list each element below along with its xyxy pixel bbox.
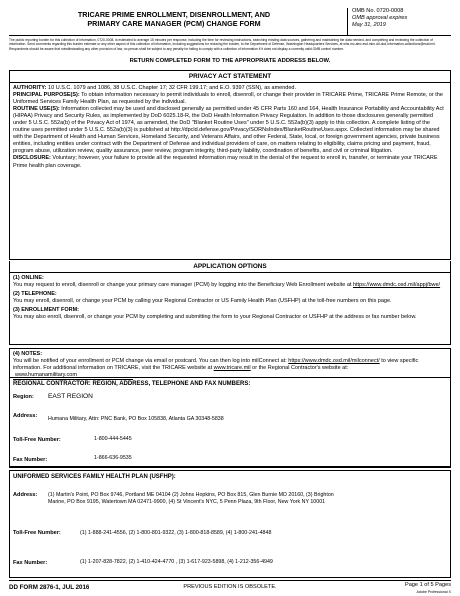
usfhp-title: UNIFORMED SERVICES FAMILY HEALTH PLAN (USFHP): — [13, 474, 176, 480]
options-heading: APPLICATION OPTIONS — [10, 261, 450, 273]
routine-label: ROUTINE USE(S): — [13, 106, 60, 113]
title-line-1: TRICARE PRIME ENROLLMENT, DISENROLLMENT, AND — [77, 10, 271, 19]
rc-tollfree-value[interactable]: 1-800-444-5445 — [94, 436, 132, 442]
enrollment-title: (3) ENROLLMENT FORM: — [13, 307, 79, 313]
form-footer — [9, 580, 451, 596]
options-body — [10, 273, 450, 323]
rc-fax-label: Fax Number: — [13, 457, 48, 463]
bwe-link[interactable]: https://www.dmdc.osd.mil/appj/bwe/ — [352, 282, 441, 288]
page-sub-note: Adobe Professional X — [416, 589, 451, 594]
notes-text-3: or the Regional Contractor's website at: — [252, 365, 349, 371]
rc-tollfree-label: Toll-Free Number: — [13, 437, 61, 443]
privacy-body — [10, 83, 450, 172]
telephone-text: You may enroll, disenroll, or change your PCM by calling your Regional Contractor or US Family Health Plan (USFHP) at the toll-free numbers on this page. — [13, 298, 392, 304]
notes-text-1: You will be notified of your enrollment or PCM change via email or postcard. You can then log into milConnect at: — [13, 358, 287, 364]
rc-address-value[interactable]: Humana Military, Attn: PNC Bank, PO Box 105838, Atlanta GA 30348-5838 — [48, 416, 224, 422]
rc-fax-value[interactable]: 1-866-636-9535 — [94, 455, 132, 461]
authority-text: 10 U.S.C. 1079 and 1086, 38 U.S.C. Chapter 17; 32 CFR 199.17; and E.O. 9397 (SSN), as amended. — [48, 85, 296, 91]
usfhp-fax-label: Fax Number: — [13, 560, 48, 566]
burden-statement: The public reporting burden for this collection of information, 0720-0008, is estimated to average 15 minutes per response, including the time for reviewing instructions, searching existing data sources, gathering and maintaining the data needed, and completing and reviewing the collection of information. Send comments regarding this burden estimate or any other aspect of this collection of information, including suggestions for reducing the burden, to the Department of Defense, Washington Headquarters Services, at whs.mc-alex.esd.mbx.dd-dod-information-collections@mail.mil. Respondents should be aware that notwithstanding any other provision of law, no person shall be subject to any penalty for failing to comply with a collection of information if it does not display a currently valid OMB control number. — [9, 38, 436, 51]
routine-paragraph — [13, 106, 447, 155]
regional-title: REGIONAL CONTRACTOR: REGION, ADDRESS, TELEPHONE AND FAX NUMBERS: — [13, 381, 251, 387]
form-id: DD FORM 2876-1, JUL 2016 — [9, 584, 90, 591]
privacy-heading: PRIVACY ACT STATEMENT — [10, 71, 450, 83]
tricare-link[interactable]: www.tricare.mil — [213, 365, 251, 371]
notes-text-2: to view specific information. For additional information on TRICARE, visit the TRICARE website at — [13, 358, 419, 371]
form-header — [9, 8, 451, 36]
online-title: (1) ONLINE: — [13, 275, 44, 281]
notes-title: (4) NOTES: — [13, 351, 43, 357]
purpose-paragraph — [13, 92, 447, 106]
omb-box — [347, 8, 451, 36]
usfhp-address-line-1: (1) Martin's Point, PO Box 9746, Portland ME 04104 (2) Johns Hopkins, PO Box 815, Glen Burnie MD 20160, (3) Brighton — [48, 492, 334, 498]
application-options-section — [9, 261, 451, 345]
usfhp-address-line-2: Marine, PO Box 9195, Watertown MA 02471-9900, (4) St Vincent's NYC, 5 Penn Plaza, 9th Floor, New York NY 10001 — [48, 499, 326, 505]
disclosure-text: Voluntary; however, your failure to provide all the requested information may result in the denial of the request to enroll in, transfer, or terminate your TRICARE Prime health plan coverage. — [13, 155, 438, 169]
region-value[interactable]: EAST REGION — [48, 393, 93, 400]
authority-label: AUTHORITY: — [13, 85, 47, 91]
notes-block — [13, 351, 447, 380]
rc-address-label: Address: — [13, 413, 38, 419]
page-count: Page 1 of 5 Pages — [404, 582, 451, 588]
form-title — [9, 10, 339, 28]
milconnect-link[interactable]: https://www.dmdc.osd.mil/milconnect/ — [288, 358, 380, 364]
usfhp-fax-value[interactable]: (1) 1-207-828-7822, (2) 1-410-424-4770 , (3) 1-617-923-5898, (4) 1-212-356-4949 — [80, 559, 273, 565]
purpose-label: PRINCIPAL PURPOSE(S): — [13, 92, 80, 99]
purpose-text: To obtain information necessary to permit individuals to enroll, disenroll, or change their provider in TRICARE Prime, TRICARE Prime Remote, or the Uniformed Services Family Health Plan, as requested by the individual. — [13, 92, 443, 106]
previous-edition-note: PREVIOUS EDITION IS OBSOLETE. — [183, 584, 277, 590]
region-label: Region: — [13, 394, 34, 400]
omb-expires: May 31, 2019 — [352, 22, 386, 29]
usfhp-tollfree-value[interactable]: (1) 1-888-241-4556, (2) 1-800-801-9322, (3) 1-800-818-8589, (4) 1-800-241-4848 — [80, 530, 272, 536]
title-line-2: PRIMARY CARE MANAGER (PCM) CHANGE FORM — [87, 19, 261, 28]
authority-paragraph — [13, 85, 447, 92]
usfhp-tollfree-label: Toll-Free Number: — [13, 530, 61, 536]
enrollment-text: You may also enroll, disenroll, or change your PCM by completing and submitting the form to your Regional Contractor or USFHP at the address or fax number below. — [13, 314, 417, 320]
online-text: You may request to enroll, disenroll or change your primary care manager (PCM) by logging into the Beneficiary Web Enrollment website at — [13, 282, 352, 288]
regional-contractor-fields — [9, 377, 451, 467]
routine-text: Information collected may be used and disclosed generally as permitted under 45 CFR Parts 160 and 164, Health Insurance Portability and Accountability Act (HIPAA) Privacy and Security Rules, as implemented by DoD 6025.18-R, the DoD Health Information Privacy Regulation. In addition to those disclosures generally permitted under 5 U.S.C. 552a(b) of the Privacy Act of 1974, as amended, the DoD "Blanket Routine Uses" under 5 U.S.C. 552a(b)(3) apply to this collection. A complete listing of the routine uses permitted under 5 U.S.C. 552a(b)(3) is published at http://dpcld.defense.gov/Privacy/SORNsIndex/BlanketRoutineUses.aspx. Collected information may be shared with the Department of Health and Human Services, Homeland Security, and Veterans Affairs, and other Federal, State, local, or foreign government agencies, private business entities, including entities under contract with the Department of Defense and individual providers of care, on matters relating to eligibility, claims pricing and payment, fraud, program abuse, utilization review, quality assurance, peer review, program integrity, third-party liability, coordination of benefits, and civil or criminal litigation. — [13, 106, 444, 155]
page-number — [405, 582, 451, 595]
omb-approval: OMB approval expires — [352, 15, 408, 22]
privacy-act-section — [9, 70, 451, 260]
contractor-website-field[interactable]: www.humanamilitary.com — [13, 372, 133, 380]
disclosure-label: DISCLOSURE: — [13, 155, 51, 162]
disclosure-paragraph — [13, 155, 447, 169]
usfhp-section — [9, 470, 451, 578]
omb-number: OMB No. 0720-0008 — [352, 8, 404, 14]
online-paragraph — [13, 282, 447, 289]
usfhp-address-label: Address: — [13, 492, 38, 498]
usfhp-address-value[interactable] — [48, 492, 446, 506]
return-notice: RETURN COMPLETED FORM TO THE APPROPRIATE ADDRESS BELOW. — [129, 58, 331, 64]
telephone-title: (2) TELEPHONE: — [13, 291, 57, 297]
